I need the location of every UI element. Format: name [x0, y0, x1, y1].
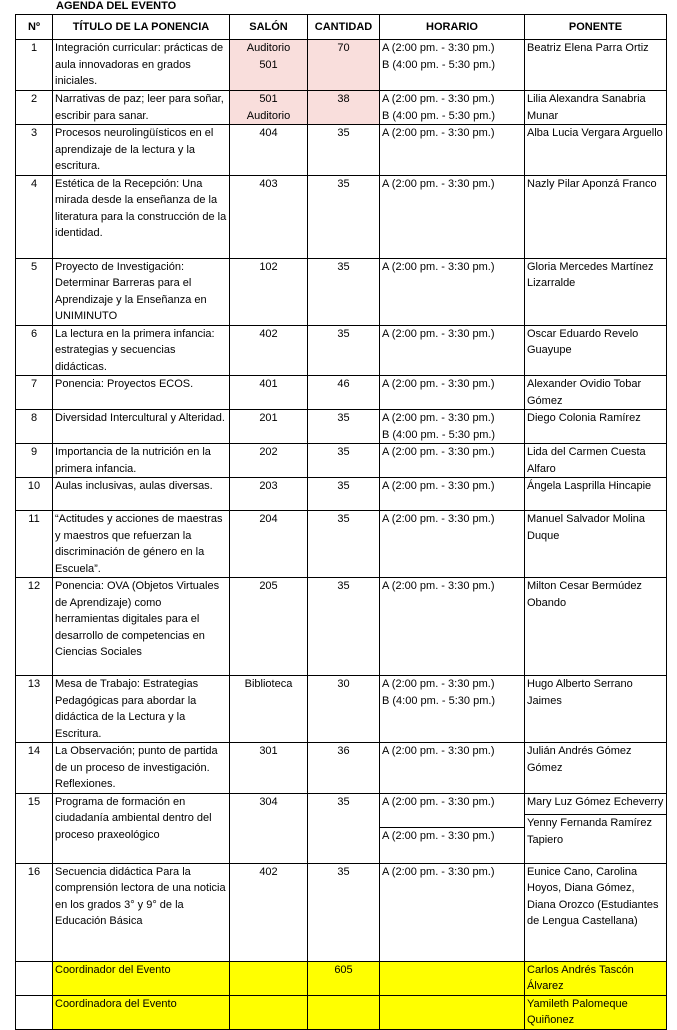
- row-num: 12: [16, 578, 53, 676]
- row-num: 8: [16, 410, 53, 444]
- row-num: 2: [16, 91, 53, 125]
- row-ponente: Nazly Pilar Aponzá Franco: [525, 175, 667, 258]
- row-horario: A (2:00 pm. - 3:30 pm.): [380, 325, 525, 376]
- table-row: [16, 125, 667, 176]
- footer-cantidad: 605: [308, 961, 380, 995]
- table-row: [16, 325, 667, 376]
- agenda-table: [15, 14, 667, 1030]
- footer-label: Coordinadora del Evento: [53, 995, 230, 1029]
- row-salon: 204: [230, 511, 308, 578]
- row-num: 9: [16, 444, 53, 478]
- footer-ponente: Carlos Andrés Tascón Álvarez: [525, 961, 667, 995]
- row-title: Procesos neurolingüísticos en el aprendizaje de la lectura y la escritura.: [53, 125, 230, 176]
- row-cantidad: 35: [308, 511, 380, 578]
- table-row: [16, 478, 667, 511]
- row-cantidad: 35: [308, 793, 380, 863]
- row-cantidad: 35: [308, 175, 380, 258]
- header-horario: HORARIO: [380, 15, 525, 40]
- footer-label: Coordinador del Evento: [53, 961, 230, 995]
- table-row: [16, 793, 667, 863]
- row-horario: A (2:00 pm. - 3:30 pm.): [380, 376, 525, 410]
- row-title: Diversidad Intercultural y Alteridad.: [53, 410, 230, 444]
- row-title: Programa de formación en ciudadanía ambiental dentro del proceso praxeológico: [53, 793, 230, 863]
- row-title: Integración curricular: prácticas de aula innovadoras en grados iniciales.: [53, 40, 230, 91]
- row-horario: A (2:00 pm. - 3:30 pm.): [380, 478, 525, 511]
- footer-empty-cell: [230, 961, 308, 995]
- row-salon: 402: [230, 325, 308, 376]
- row-salon: 404: [230, 125, 308, 176]
- table-row: [16, 444, 667, 478]
- row-cantidad: 35: [308, 863, 380, 961]
- footer-ponente: Yamileth Palomeque Quiñonez: [525, 995, 667, 1029]
- row-ponente: Milton Cesar Bermúdez Obando: [525, 578, 667, 676]
- row-num: 1: [16, 40, 53, 91]
- header-ponente: PONENTE: [525, 15, 667, 40]
- row-title: La Observación; punto de partida de un proceso de investigación. Reflexiones.: [53, 743, 230, 794]
- row-num: 7: [16, 376, 53, 410]
- row-horario: A (2:00 pm. - 3:30 pm.): [380, 125, 525, 176]
- row-title: Secuencia didáctica Para la comprensión lectora de una noticia en los grados 3° y 9° de la Educación Básica: [53, 863, 230, 961]
- document-title: AGENDA DEL EVENTO: [56, 0, 177, 12]
- row-title: La lectura en la primera infancia: estrategias y secuencias didácticas.: [53, 325, 230, 376]
- row-ponente: Lilia Alexandra Sanabria Munar: [525, 91, 667, 125]
- row-title: Ponencia: Proyectos ECOS.: [53, 376, 230, 410]
- table-row: [16, 410, 667, 444]
- table-row: [16, 578, 667, 676]
- row-horario: A (2:00 pm. - 3:30 pm.): [380, 743, 525, 794]
- table-row: [16, 863, 667, 961]
- row-ponente: Alba Lucia Vergara Arguello: [525, 125, 667, 176]
- row-ponente: Diego Colonia Ramírez: [525, 410, 667, 444]
- row-num: 3: [16, 125, 53, 176]
- table-row: [16, 258, 667, 325]
- table-row: [16, 676, 667, 743]
- row-horario: A (2:00 pm. - 3:30 pm.): [380, 258, 525, 325]
- row-ponente: Ángela Lasprilla Hincapie: [525, 478, 667, 511]
- row-salon: 102: [230, 258, 308, 325]
- row-horario: A (2:00 pm. - 3:30 pm.): [380, 511, 525, 578]
- row-cantidad: 70: [308, 40, 380, 91]
- row-ponente: Manuel Salvador Molina Duque: [525, 511, 667, 578]
- footer-empty-cell: [16, 961, 53, 995]
- table-row: [16, 511, 667, 578]
- row-ponente: Gloria Mercedes Martínez Lizarralde: [525, 258, 667, 325]
- header-title: TÍTULO DE LA PONENCIA: [53, 15, 230, 40]
- coordinator-row: [16, 961, 667, 995]
- row-salon: 401: [230, 376, 308, 410]
- row-cantidad: 35: [308, 444, 380, 478]
- row-salon: 203: [230, 478, 308, 511]
- row-ponente: Lida del Carmen Cuesta Alfaro: [525, 444, 667, 478]
- row-cantidad: 46: [308, 376, 380, 410]
- row-salon: 402: [230, 863, 308, 961]
- row-title: Proyecto de Investigación: Determinar Barreras para el Aprendizaje y la Enseñanza en UNIMINUTO: [53, 258, 230, 325]
- header-cantidad: CANTIDAD: [308, 15, 380, 40]
- row-horario: A (2:00 pm. - 3:30 pm.): [380, 175, 525, 258]
- row-salon: 501 Auditorio: [230, 91, 308, 125]
- table-row: [16, 175, 667, 258]
- row-horario: A (2:00 pm. - 3:30 pm.): [380, 863, 525, 961]
- row-salon: 301: [230, 743, 308, 794]
- row-title: Mesa de Trabajo: Estrategias Pedagógicas para abordar la didáctica de la Lectura y la Escritura.: [53, 676, 230, 743]
- row-horario: A (2:00 pm. - 3:30 pm.): [380, 578, 525, 676]
- row-horario: A (2:00 pm. - 3:30 pm.) B (4:00 pm. - 5:30 pm.): [380, 410, 525, 444]
- row-title: Ponencia: OVA (Objetos Virtuales de Aprendizaje) como herramientas digitales para el desarrollo de competencias en Ciencias Sociales: [53, 578, 230, 676]
- header-row: [16, 15, 667, 40]
- row-cantidad: 30: [308, 676, 380, 743]
- row-horario: A (2:00 pm. - 3:30 pm.) B (4:00 pm. - 5:30 pm.): [380, 91, 525, 125]
- row-ponente: Hugo Alberto Serrano Jaimes: [525, 676, 667, 743]
- row-num: 4: [16, 175, 53, 258]
- row-title: Estética de la Recepción: Una mirada desde la enseñanza de la literatura para la construcción de la identidad.: [53, 175, 230, 258]
- row-num: 14: [16, 743, 53, 794]
- table-row: [16, 743, 667, 794]
- row-ponente: Beatriz Elena Parra Ortiz: [525, 40, 667, 91]
- row-cantidad: 35: [308, 325, 380, 376]
- header-num: Nº: [16, 15, 53, 40]
- row-salon: 205: [230, 578, 308, 676]
- header-salon: SALÓN: [230, 15, 308, 40]
- row-salon: 201: [230, 410, 308, 444]
- row-cantidad: 35: [308, 125, 380, 176]
- row-horario: A (2:00 pm. - 3:30 pm.) B (4:00 pm. - 5:30 pm.): [380, 40, 525, 91]
- row-cantidad: 35: [308, 258, 380, 325]
- row-ponente: Eunice Cano, Carolina Hoyos, Diana Gómez, Diana Orozco (Estudiantes de Lengua Castellana): [525, 863, 667, 961]
- row-horario: A (2:00 pm. - 3:30 pm.): [380, 444, 525, 478]
- row-horario: A (2:00 pm. - 3:30 pm.) A (2:00 pm. - 3:30 pm.): [380, 793, 525, 863]
- row-cantidad: 35: [308, 578, 380, 676]
- row-salon: Biblioteca: [230, 676, 308, 743]
- row-salon: Auditorio 501: [230, 40, 308, 91]
- row-ponente: Mary Luz Gómez Echeverry Yenny Fernanda Ramírez Tapiero: [525, 793, 667, 863]
- row-salon: 202: [230, 444, 308, 478]
- row-title: Narrativas de paz; leer para soñar, escribir para sanar.: [53, 91, 230, 125]
- row-horario: A (2:00 pm. - 3:30 pm.) B (4:00 pm. - 5:30 pm.): [380, 676, 525, 743]
- row-num: 11: [16, 511, 53, 578]
- row-salon: 304: [230, 793, 308, 863]
- row-num: 16: [16, 863, 53, 961]
- row-cantidad: 36: [308, 743, 380, 794]
- row-title: “Actitudes y acciones de maestras y maestros que refuerzan la discriminación de género en la Escuela”.: [53, 511, 230, 578]
- row-cantidad: 35: [308, 478, 380, 511]
- row-title: Importancia de la nutrición en la primera infancia.: [53, 444, 230, 478]
- footer-empty-cell: [380, 961, 525, 995]
- table-row: [16, 40, 667, 91]
- row-ponente: Julián Andrés Gómez Gómez: [525, 743, 667, 794]
- table-row: [16, 376, 667, 410]
- row-num: 5: [16, 258, 53, 325]
- row-num: 10: [16, 478, 53, 511]
- row-ponente: Oscar Eduardo Revelo Guayupe: [525, 325, 667, 376]
- row-cantidad: 35: [308, 410, 380, 444]
- row-title: Aulas inclusivas, aulas diversas.: [53, 478, 230, 511]
- table-row: [16, 91, 667, 125]
- row-num: 13: [16, 676, 53, 743]
- row-ponente: Alexander Ovidio Tobar Gómez: [525, 376, 667, 410]
- row-salon: 403: [230, 175, 308, 258]
- row-cantidad: 38: [308, 91, 380, 125]
- row-num: 15: [16, 793, 53, 863]
- row-num: 6: [16, 325, 53, 376]
